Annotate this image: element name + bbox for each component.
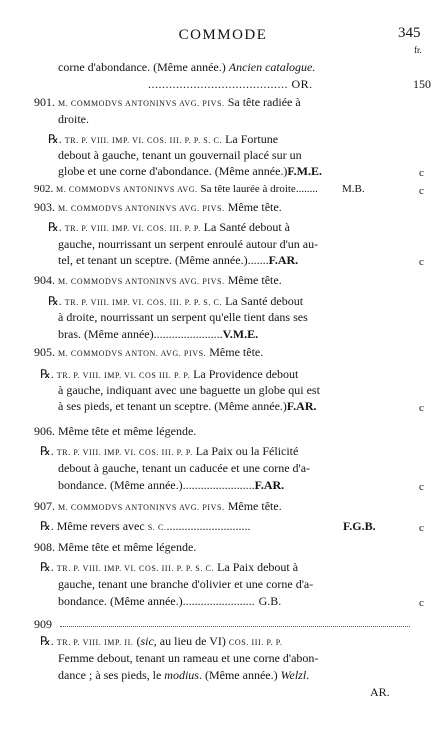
page-number: 345 <box>398 25 421 41</box>
entry-903-reverse-end: tel, et tenant un sceptre. (Même année.).......F.AR. <box>58 253 299 267</box>
rarity-mark: c <box>419 402 424 414</box>
price-value: 150 <box>413 77 431 91</box>
rarity-mark: c <box>419 256 424 268</box>
entry-907-legend: 907. M. COMMODVS ANTONINVS AVG. PIVS. Même tête. <box>34 499 282 513</box>
entry-909-reverse-cont: Femme debout, tenant un rameau et une corne d'abon- <box>58 651 319 665</box>
rarity-mark: c <box>419 522 424 534</box>
price-unit-label: fr. <box>414 45 422 55</box>
entry-904-reverse-cont: à droite, nourrissant un serpent qu'elle tient dans ses <box>58 310 308 324</box>
rarity-mark: c <box>419 597 424 609</box>
rarity-mark: c <box>419 481 424 493</box>
entry-909-metal: AR. <box>370 685 390 699</box>
entry-903-reverse: ℞. TR. P. VIII. IMP. VI. COS. III. P. P. La Santé debout à <box>48 220 291 234</box>
entry-905-reverse-end: à ses pieds, et tenant un sceptre. (Même année.)F.AR. <box>58 399 317 413</box>
entry-904-legend: 904. M. COMMODVS ANTONINVS AVG. PIVS. Même tête. <box>34 273 282 287</box>
entry-908-reverse-cont: gauche, tenant une branche d'olivier et une corne d'a- <box>58 577 314 591</box>
running-title: COMMODE <box>178 27 268 43</box>
dotted-rule <box>60 626 410 627</box>
entry-909-reverse: ℞. TR. P. VIII. IMP. II. (sic, au lieu de VI) COS. III. P. P. <box>40 634 283 648</box>
entry-909-reverse-end: dance ; à ses pieds, le modius. (Même année.) Welzl. <box>58 668 310 682</box>
entry-907-metal: F.G.B. <box>343 519 376 533</box>
entry-909-number: 909 <box>34 617 52 631</box>
entry-908-reverse-end: bondance. (Même année.)........................ G.B. <box>58 594 282 608</box>
entry-902: 902. M. COMMODVS ANTONINVS AVG. Sa tête laurée à droite........ <box>34 183 318 195</box>
entry-907-reverse: ℞. Même revers avec S. C............................. <box>40 519 251 533</box>
entry-901-reverse-end: globe et une corne d'abondance. (Même année.)F.M.E. <box>58 164 322 178</box>
continuation-line-metal: ........................................ OR. <box>148 77 313 91</box>
rarity-mark: c <box>419 185 424 197</box>
continuation-line: corne d'abondance. (Même année.) Ancien catalogue. <box>58 60 316 74</box>
entry-901-reverse: ℞. TR. P. VIII. IMP. VI. COS. III. P. P. S. C. La Fortune <box>48 132 279 146</box>
entry-902-metal: M.B. <box>342 183 365 195</box>
entry-906-reverse-end: bondance. (Même année.)........................F.AR. <box>58 478 285 492</box>
entry-904-reverse-end: bras. (Même année).......................V.M.E. <box>58 327 259 341</box>
entry-906-reverse: ℞. TR. P. VIII. IMP. VI. COS. III. P. P. La Paix ou la Félicité <box>40 444 299 458</box>
entry-908-reverse: ℞. TR. P. VIII. IMP. VI. COS. III. P. P. S. C. La Paix debout à <box>40 560 299 574</box>
entry-906-reverse-cont: debout à gauche, tenant un caducée et une corne d'a- <box>58 461 311 475</box>
rarity-mark: c <box>419 167 424 179</box>
entry-901-legend-cont: droite. <box>58 112 89 126</box>
entry-908-legend: 908. Même tête et même légende. <box>34 540 197 554</box>
entry-905-reverse-cont: à gauche, indiquant avec une baguette un globe qui est <box>58 383 320 397</box>
entry-905-legend: 905. M. COMMODVS ANTON. AVG. PIVS. Même tête. <box>34 345 264 359</box>
entry-906-legend: 906. Même tête et même légende. <box>34 424 197 438</box>
entry-903-reverse-cont: gauche, nourrissant un serpent enroulé autour d'un au- <box>58 237 319 251</box>
entry-903-legend: 903. M. COMMODVS ANTONINVS AVG. PIVS. Même tête. <box>34 200 282 214</box>
entry-905-reverse: ℞. TR. P. VIII. IMP. VI. COS III. P. P. La Providence debout <box>40 367 299 381</box>
entry-901-reverse-cont: debout à gauche, tenant un gouvernail placé sur un <box>58 148 302 162</box>
entry-904-reverse: ℞. TR. P. VIII. IMP. VI. COS. III. P. P. S. C. La Santé debout <box>48 294 304 308</box>
entry-901-legend: 901. M. COMMODVS ANTONINVS AVG. PIVS. Sa tête radiée à <box>34 95 301 109</box>
